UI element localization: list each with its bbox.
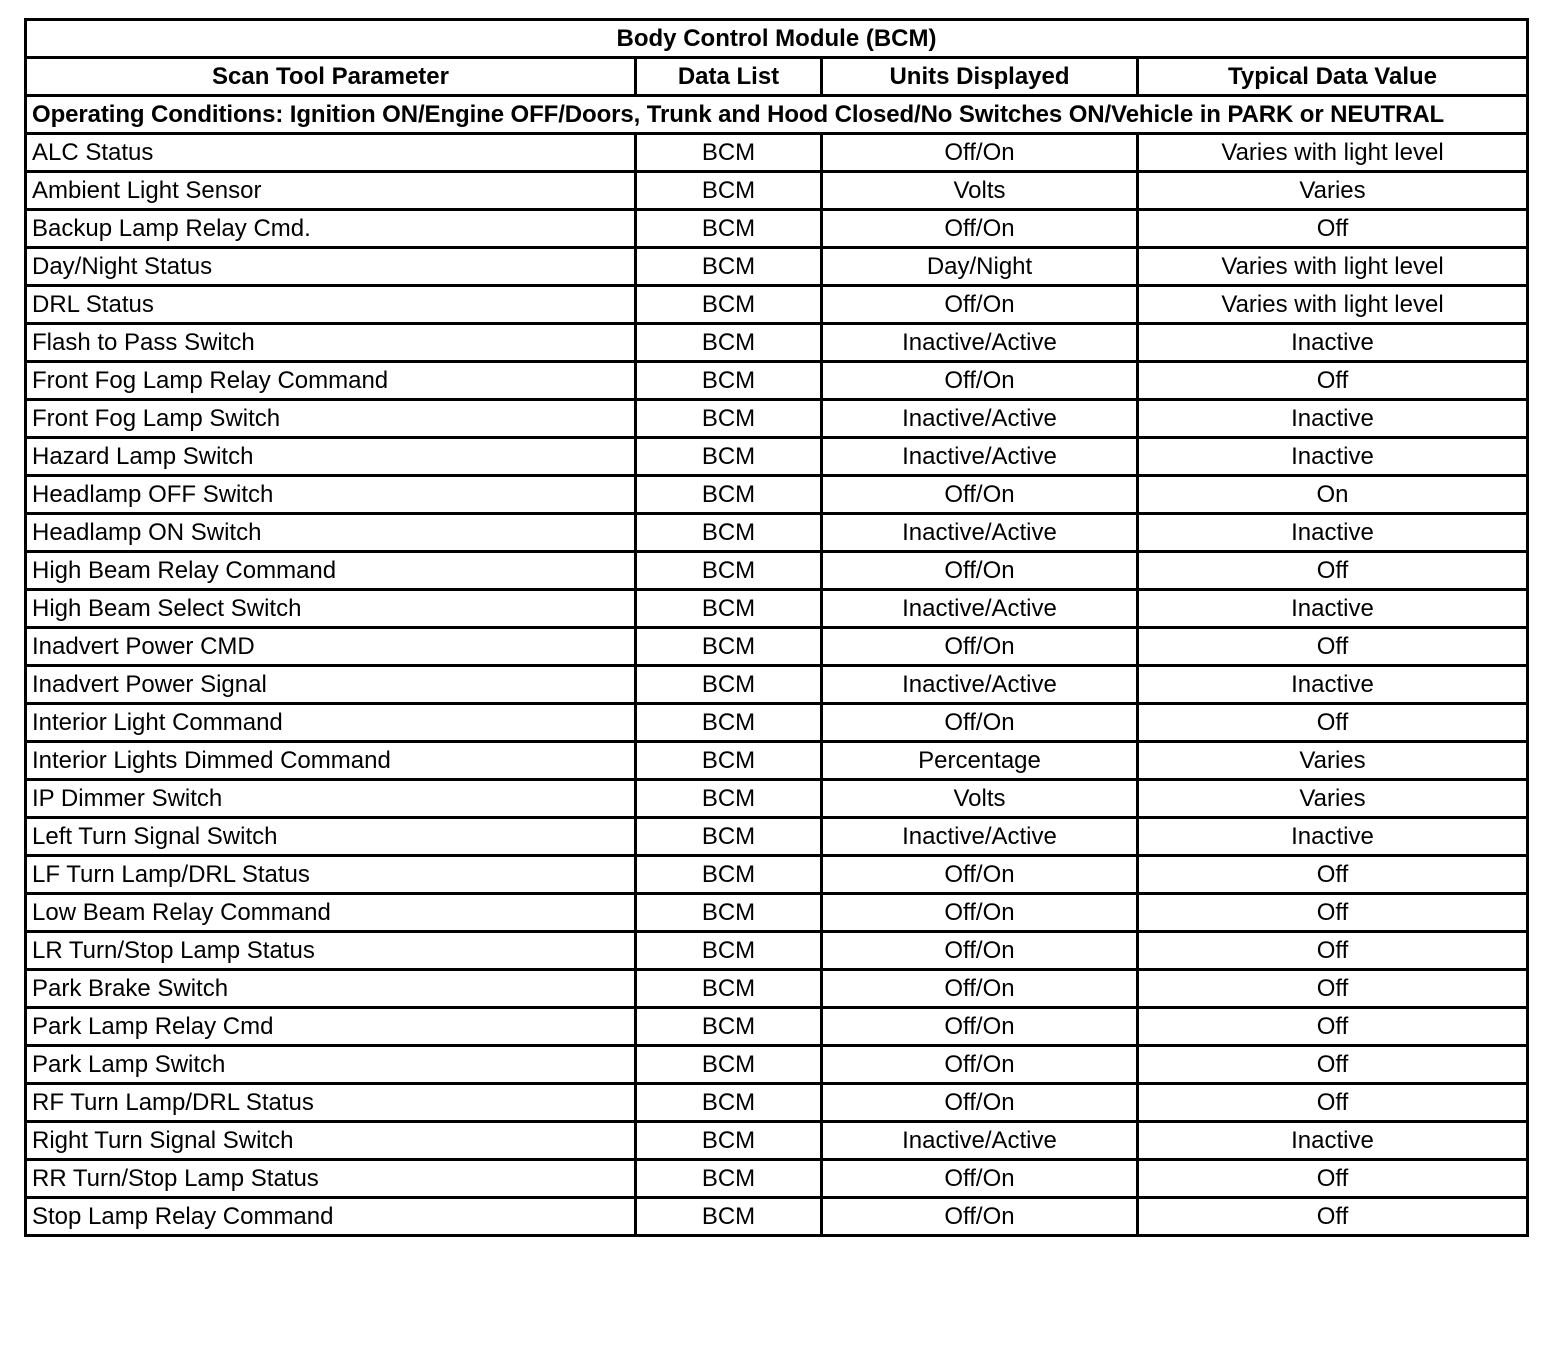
typical-value-cell: Varies with light level [1138, 248, 1528, 286]
typical-value-cell: Off [1138, 856, 1528, 894]
units-cell: Percentage [822, 742, 1138, 780]
data-list-cell: BCM [636, 818, 822, 856]
units-cell: Off/On [822, 932, 1138, 970]
param-cell: IP Dimmer Switch [26, 780, 636, 818]
header-row [26, 58, 1528, 96]
typical-value-cell: Inactive [1138, 666, 1528, 704]
typical-value-cell: Varies with light level [1138, 134, 1528, 172]
data-list-cell: BCM [636, 1160, 822, 1198]
units-cell: Off/On [822, 970, 1138, 1008]
table-row [26, 514, 1528, 552]
table-row [26, 476, 1528, 514]
table-title: Body Control Module (BCM) [26, 20, 1528, 58]
typical-value-cell: Off [1138, 362, 1528, 400]
units-cell: Off/On [822, 1198, 1138, 1236]
units-cell: Off/On [822, 476, 1138, 514]
param-cell: Inadvert Power Signal [26, 666, 636, 704]
table-row [26, 400, 1528, 438]
units-cell: Off/On [822, 210, 1138, 248]
table-row [26, 894, 1528, 932]
units-cell: Off/On [822, 1046, 1138, 1084]
typical-value-cell: Off [1138, 1160, 1528, 1198]
data-list-cell: BCM [636, 1008, 822, 1046]
typical-value-cell: Inactive [1138, 400, 1528, 438]
typical-value-cell: Off [1138, 1198, 1528, 1236]
table-row [26, 666, 1528, 704]
units-cell: Off/On [822, 704, 1138, 742]
table-row [26, 590, 1528, 628]
typical-value-cell: Off [1138, 1084, 1528, 1122]
units-cell: Volts [822, 780, 1138, 818]
typical-value-cell: Off [1138, 552, 1528, 590]
table-row [26, 1160, 1528, 1198]
param-cell: Right Turn Signal Switch [26, 1122, 636, 1160]
units-cell: Day/Night [822, 248, 1138, 286]
data-list-cell: BCM [636, 932, 822, 970]
data-list-cell: BCM [636, 172, 822, 210]
table-row [26, 1198, 1528, 1236]
table-row [26, 780, 1528, 818]
units-cell: Off/On [822, 628, 1138, 666]
data-list-cell: BCM [636, 248, 822, 286]
units-cell: Inactive/Active [822, 818, 1138, 856]
typical-value-cell: Off [1138, 932, 1528, 970]
data-list-cell: BCM [636, 1084, 822, 1122]
param-cell: Headlamp OFF Switch [26, 476, 636, 514]
table-row [26, 970, 1528, 1008]
typical-value-cell: Varies [1138, 172, 1528, 210]
param-cell: Front Fog Lamp Relay Command [26, 362, 636, 400]
table-row [26, 704, 1528, 742]
data-list-cell: BCM [636, 666, 822, 704]
header-scan-tool-parameter: Scan Tool Parameter [26, 58, 636, 96]
param-cell: Inadvert Power CMD [26, 628, 636, 666]
header-units-displayed: Units Displayed [822, 58, 1138, 96]
param-cell: Ambient Light Sensor [26, 172, 636, 210]
table-row [26, 248, 1528, 286]
units-cell: Off/On [822, 362, 1138, 400]
operating-conditions: Operating Conditions: Ignition ON/Engine OFF/Doors, Trunk and Hood Closed/No Switches ON/Vehicle in PARK or NEUTRAL [26, 96, 1528, 134]
data-list-cell: BCM [636, 438, 822, 476]
typical-value-cell: Off [1138, 1046, 1528, 1084]
data-list-cell: BCM [636, 704, 822, 742]
table-row [26, 286, 1528, 324]
data-list-cell: BCM [636, 590, 822, 628]
units-cell: Inactive/Active [822, 400, 1138, 438]
units-cell: Off/On [822, 1160, 1138, 1198]
data-list-cell: BCM [636, 742, 822, 780]
table-row [26, 932, 1528, 970]
units-cell: Inactive/Active [822, 324, 1138, 362]
typical-value-cell: Inactive [1138, 324, 1528, 362]
param-cell: Low Beam Relay Command [26, 894, 636, 932]
typical-value-cell: On [1138, 476, 1528, 514]
param-cell: Park Brake Switch [26, 970, 636, 1008]
data-list-cell: BCM [636, 324, 822, 362]
param-cell: Stop Lamp Relay Command [26, 1198, 636, 1236]
param-cell: Park Lamp Relay Cmd [26, 1008, 636, 1046]
table-row [26, 1122, 1528, 1160]
table-body [26, 20, 1528, 1236]
data-list-cell: BCM [636, 210, 822, 248]
units-cell: Off/On [822, 1008, 1138, 1046]
typical-value-cell: Inactive [1138, 818, 1528, 856]
param-cell: Hazard Lamp Switch [26, 438, 636, 476]
units-cell: Off/On [822, 1084, 1138, 1122]
table-row [26, 1084, 1528, 1122]
param-cell: RF Turn Lamp/DRL Status [26, 1084, 636, 1122]
data-list-cell: BCM [636, 1198, 822, 1236]
bcm-data-table [24, 18, 1529, 1237]
param-cell: DRL Status [26, 286, 636, 324]
param-cell: Interior Light Command [26, 704, 636, 742]
table-row [26, 324, 1528, 362]
table-row [26, 1008, 1528, 1046]
param-cell: High Beam Relay Command [26, 552, 636, 590]
typical-value-cell: Off [1138, 1008, 1528, 1046]
units-cell: Inactive/Active [822, 666, 1138, 704]
param-cell: Front Fog Lamp Switch [26, 400, 636, 438]
table-row [26, 818, 1528, 856]
data-list-cell: BCM [636, 628, 822, 666]
param-cell: Park Lamp Switch [26, 1046, 636, 1084]
units-cell: Off/On [822, 552, 1138, 590]
table-row [26, 134, 1528, 172]
typical-value-cell: Off [1138, 210, 1528, 248]
typical-value-cell: Off [1138, 628, 1528, 666]
typical-value-cell: Inactive [1138, 438, 1528, 476]
param-cell: Left Turn Signal Switch [26, 818, 636, 856]
units-cell: Volts [822, 172, 1138, 210]
typical-value-cell: Varies with light level [1138, 286, 1528, 324]
operating-conditions-row [26, 96, 1528, 134]
units-cell: Off/On [822, 134, 1138, 172]
param-cell: Interior Lights Dimmed Command [26, 742, 636, 780]
data-list-cell: BCM [636, 1046, 822, 1084]
table-row [26, 438, 1528, 476]
table-row [26, 210, 1528, 248]
data-list-cell: BCM [636, 400, 822, 438]
param-cell: Day/Night Status [26, 248, 636, 286]
units-cell: Inactive/Active [822, 514, 1138, 552]
typical-value-cell: Varies [1138, 780, 1528, 818]
data-list-cell: BCM [636, 780, 822, 818]
data-list-cell: BCM [636, 552, 822, 590]
typical-value-cell: Inactive [1138, 514, 1528, 552]
data-list-cell: BCM [636, 894, 822, 932]
typical-value-cell: Varies [1138, 742, 1528, 780]
typical-value-cell: Off [1138, 894, 1528, 932]
units-cell: Inactive/Active [822, 1122, 1138, 1160]
data-list-cell: BCM [636, 476, 822, 514]
data-list-cell: BCM [636, 286, 822, 324]
typical-value-cell: Inactive [1138, 590, 1528, 628]
table-row [26, 1046, 1528, 1084]
data-list-cell: BCM [636, 1122, 822, 1160]
title-row [26, 20, 1528, 58]
typical-value-cell: Off [1138, 970, 1528, 1008]
data-list-cell: BCM [636, 856, 822, 894]
param-cell: High Beam Select Switch [26, 590, 636, 628]
table-row [26, 362, 1528, 400]
units-cell: Inactive/Active [822, 590, 1138, 628]
param-cell: ALC Status [26, 134, 636, 172]
param-cell: Headlamp ON Switch [26, 514, 636, 552]
data-list-cell: BCM [636, 362, 822, 400]
param-cell: RR Turn/Stop Lamp Status [26, 1160, 636, 1198]
param-cell: LF Turn Lamp/DRL Status [26, 856, 636, 894]
table-row [26, 742, 1528, 780]
table-row [26, 552, 1528, 590]
units-cell: Off/On [822, 856, 1138, 894]
units-cell: Inactive/Active [822, 438, 1138, 476]
units-cell: Off/On [822, 286, 1138, 324]
table-row [26, 628, 1528, 666]
header-typical-data-value: Typical Data Value [1138, 58, 1528, 96]
param-cell: Backup Lamp Relay Cmd. [26, 210, 636, 248]
param-cell: LR Turn/Stop Lamp Status [26, 932, 636, 970]
units-cell: Off/On [822, 894, 1138, 932]
param-cell: Flash to Pass Switch [26, 324, 636, 362]
data-list-cell: BCM [636, 514, 822, 552]
typical-value-cell: Off [1138, 704, 1528, 742]
table-row [26, 856, 1528, 894]
data-list-cell: BCM [636, 970, 822, 1008]
typical-value-cell: Inactive [1138, 1122, 1528, 1160]
table-row [26, 172, 1528, 210]
header-data-list: Data List [636, 58, 822, 96]
data-list-cell: BCM [636, 134, 822, 172]
